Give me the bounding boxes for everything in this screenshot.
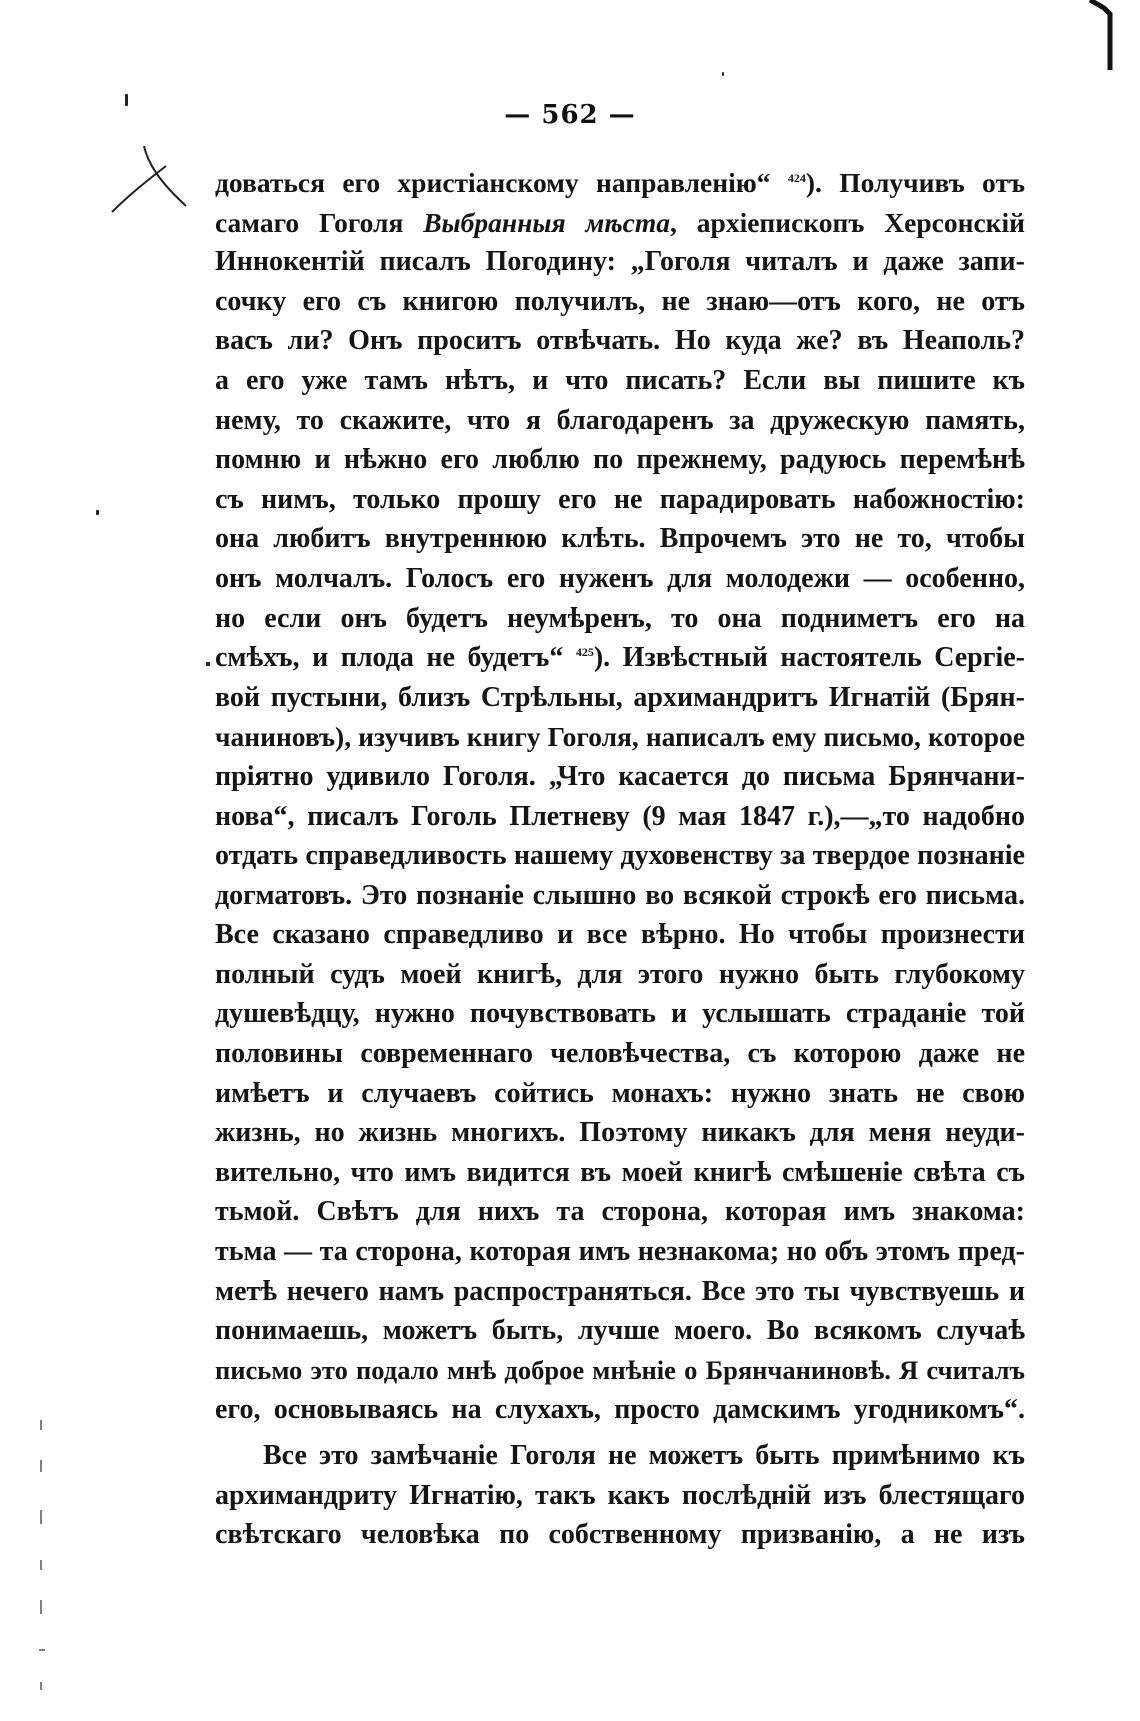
text-line: а его уже тамъ нѣтъ, и что писать? Если вы пишите къ (215, 364, 1025, 396)
page-number: — 562 — (504, 100, 636, 130)
text-line: Все сказано справедливо и все вѣрно. Но чтобы произнести (215, 919, 1025, 951)
text-line: самаго Гоголя Выбранныя мѣста, архіепископъ Херсонскій (215, 206, 1025, 238)
body-text (215, 163, 1025, 1555)
text-line: жизнь, но жизнь многихъ. Поэтому никакъ для меня неуди- (215, 1117, 1025, 1149)
text-line: васъ ли? Онъ проситъ отвѣчать. Но куда же? въ Неаполь? (215, 325, 1025, 357)
text-line: онъ молчалъ. Голосъ его нуженъ для молодежи — особенно, (215, 562, 1025, 594)
text-line: свѣтскаго человѣка по собственному призванію, а не изъ (215, 1519, 1025, 1551)
text-line: письмо это подало мнѣ доброе мнѣніе о Брянчаниновѣ. Я считалъ (215, 1354, 1025, 1385)
text-line: имѣетъ и случаевъ сойтись монахъ: нужно знать не свою (215, 1077, 1025, 1109)
margin-scan-artifacts (36, 1420, 46, 1720)
text-line: она любитъ внутреннюю клѣть. Впрочемъ это не то, чтобы (215, 523, 1025, 555)
text-line: понимаешь, можетъ быть, лучше моего. Во всякомъ случаѣ (215, 1315, 1025, 1347)
text-line: тьмой. Свѣтъ для нихъ та сторона, которая имъ знакома: (215, 1196, 1025, 1228)
footnote-ref: 425 (575, 645, 594, 660)
text-line: нему, то скажите, что я благодаренъ за дружескую память, (215, 404, 1025, 436)
book-title: Выбранныя мѣста (423, 206, 671, 238)
ink-speck (206, 662, 210, 666)
text-line: Все это замѣчаніе Гоголя не можетъ быть примѣнимо къ (263, 1440, 1025, 1471)
text-line: архимандриту Игнатію, такъ какъ послѣдній изъ блестящаго (215, 1479, 1025, 1511)
corner-ink-mark (1086, 0, 1116, 70)
text-line: вительно, что имъ видится въ моей книгѣ смѣшеніе свѣта съ (215, 1156, 1025, 1188)
text-line: догматовъ. Это познаніе слышно во всякой строкѣ его письма. (215, 879, 1025, 911)
ink-speck (722, 72, 724, 76)
text-line: полный судъ моей книгѣ, для этого нужно быть глубокому (215, 958, 1025, 990)
text-line: нова“, писалъ Гоголь Плетневу (9 мая 1847 г.),—„то надобно (215, 800, 1025, 832)
text-line: смѣхъ, и плода не будетъ“ $^{425}$). Извѣстный настоятель Сергіе- (215, 642, 1025, 674)
text-line: метѣ нечего намъ распространяться. Все это ты чувствуешь и (215, 1275, 1025, 1307)
text-line: пріятно удивило Гоголя. „Что касается до письма Брянчани- (215, 760, 1025, 792)
text-line: вой пустыни, близъ Стрѣльны, архимандритъ Игнатій (Брян- (215, 681, 1025, 713)
text-line: съ нимъ, только прошу его не парадировать набожностію: (215, 483, 1025, 515)
footnote-ref: 424 (787, 171, 806, 185)
text-line: чаниновъ), изучивъ книгу Гоголя, написалъ ему письмо, которое (215, 721, 1025, 753)
text-line: помню и нѣжно его люблю по прежнему, радуюсь перемѣнѣ (215, 444, 1025, 476)
handwritten-x-mark (108, 144, 188, 216)
text-line: но если онъ будетъ неумѣренъ, то она подниметъ его на (215, 602, 1025, 634)
text-line: сочку его съ книгою получилъ, не знаю—отъ кого, не отъ (215, 285, 1025, 317)
text-line: половины современнаго человѣчества, съ которою даже не (215, 1038, 1025, 1070)
text-line: Иннокентій писалъ Погодину: „Гоголя читалъ и даже запи- (215, 246, 1025, 278)
text-line: доваться его христіанскому направленію“ $^{424}$). Получивъ отъ (215, 167, 1025, 198)
text-line: душевѣдцу, нужно почувствовать и услышать страданіе той (215, 998, 1025, 1030)
text-line: его, основываясь на слухахъ, просто дамскимъ угодникомъ“. (215, 1394, 1025, 1426)
text-line: тьма — та сторона, которая имъ незнакома; но объ этомъ пред- (215, 1236, 1025, 1268)
ink-speck (96, 510, 99, 515)
text-line: отдать справедливость нашему духовенству за твердое познаніе (215, 840, 1025, 872)
